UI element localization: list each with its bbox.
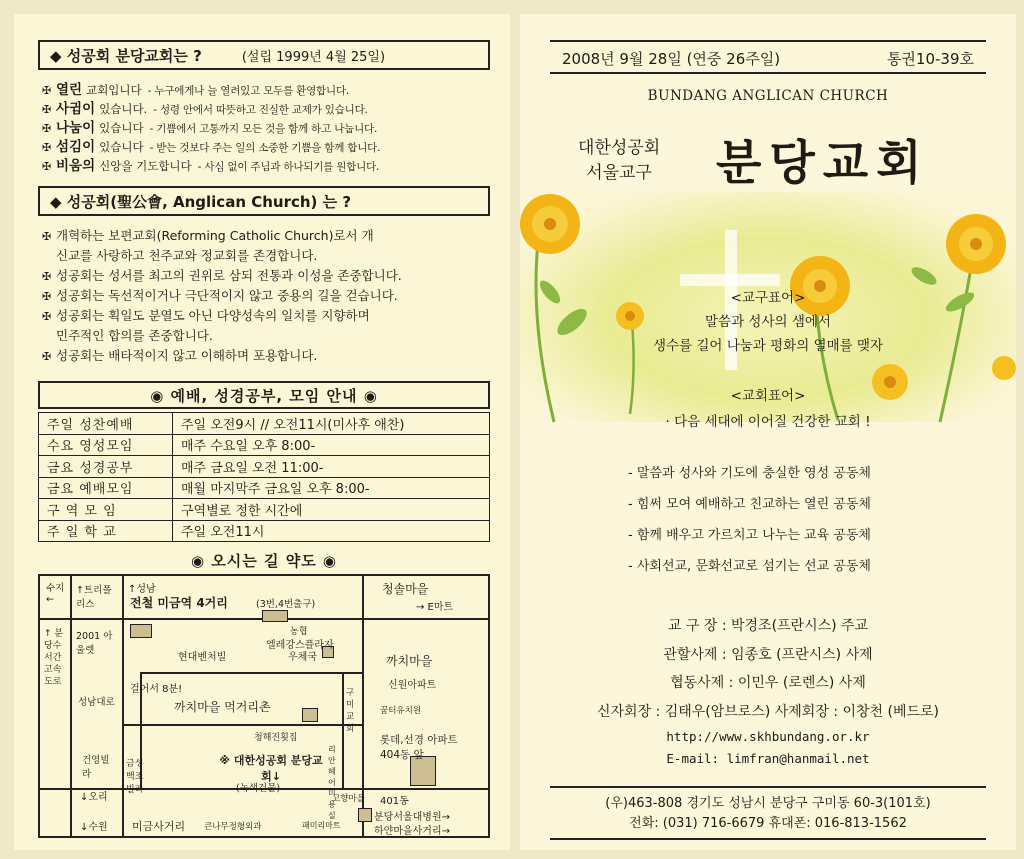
building-icon bbox=[358, 808, 372, 822]
church-motto-label: <교회표어> bbox=[730, 388, 806, 404]
staff-list bbox=[520, 615, 1016, 773]
list-item: - 사회선교, 문화선교로 섬기는 선교 공동체 bbox=[628, 559, 871, 574]
table-row: 주 일 학 교 주일 오전11시 bbox=[39, 520, 490, 542]
about-list bbox=[42, 78, 492, 173]
about-heading bbox=[38, 40, 490, 70]
left-panel bbox=[14, 14, 510, 850]
building-icon bbox=[302, 708, 318, 722]
issue-line bbox=[550, 48, 986, 69]
list-item: ✠ 섬김이 있습니다 - 받는 것보다 주는 일의 소중한 기쁨을 함께 합니다. bbox=[42, 139, 381, 155]
divider bbox=[550, 72, 986, 74]
schedule-heading: ◉ 예배, 성경공부, 모임 안내 ◉ bbox=[38, 381, 490, 409]
list-item: ✠ 성공회는 배타적이지 않고 이해하며 포용합니다. bbox=[42, 348, 318, 363]
table-row: 금요 성경공부 매주 금요일 오전 11:00- bbox=[39, 456, 490, 478]
bullet-icon: ✠ bbox=[42, 122, 52, 135]
bullet-icon: ✠ bbox=[42, 141, 52, 154]
diocese-motto-label: <교구표어> bbox=[730, 290, 806, 306]
list-item: 교 구 장 : 박경조(프란시스) 주교 bbox=[667, 618, 869, 634]
list-item: ✠ 비움의 신앙을 기도합니다 - 사심 없이 주님과 하나되기를 원합니다. bbox=[42, 158, 380, 174]
list-item: ✠ 개혁하는 보편교회(Reforming Catholic Church)로서 개 bbox=[42, 228, 374, 243]
table-row: 주일 성찬예배 주일 오전9시 // 오전11시(미사후 애찬) bbox=[39, 413, 490, 435]
bullet-icon: ✠ bbox=[42, 350, 52, 363]
issue-date: 2008년 9월 28일 (연중 26주일) bbox=[562, 50, 781, 68]
divider bbox=[550, 40, 986, 42]
bullet-icon: ✠ bbox=[42, 290, 52, 303]
church-name-english: BUNDANG ANGLICAN CHURCH bbox=[647, 88, 889, 104]
address-block bbox=[520, 794, 1016, 834]
website-url[interactable]: http://www.skhbundang.or.kr bbox=[666, 729, 870, 744]
list-item: 협동사제 : 이민우 (로렌스) 사제 bbox=[670, 675, 866, 691]
bullet-icon: ✠ bbox=[42, 230, 52, 243]
table-row: 수요 영성모임 매주 수요일 오후 8:00- bbox=[39, 434, 490, 456]
anglican-heading bbox=[38, 186, 490, 216]
map-heading: ◉ 오시는 길 약도 ◉ bbox=[190, 551, 337, 570]
list-item: - 함께 배우고 가르치고 나누는 교육 공동체 bbox=[628, 528, 871, 543]
map-road bbox=[122, 724, 362, 726]
diocese-motto-line2: 생수를 길어 나눔과 평화의 열매를 맺자 bbox=[652, 338, 884, 354]
bullet-icon: ✠ bbox=[42, 84, 52, 97]
bullet-icon: ✠ bbox=[42, 160, 52, 173]
bullet-icon: ✠ bbox=[42, 103, 52, 116]
list-item: ✠ 열린 교회입니다 - 누구에게나 늘 열려있고 모두를 환영합니다. bbox=[42, 82, 350, 98]
anglican-list bbox=[42, 226, 492, 366]
table-row: 금요 예배모임 매월 마지막주 금요일 오후 8:00- bbox=[39, 477, 490, 499]
list-item: 신자회장 : 김태우(암브로스) 사제회장 : 이창천 (베드로) bbox=[597, 703, 939, 720]
table-row: 구 역 모 임 구역별로 정한 시간에 bbox=[39, 499, 490, 521]
list-item: - 말씀과 성사와 기도에 충실한 영성 공동체 bbox=[628, 466, 871, 481]
diocese-motto-line1: 말씀과 성사의 샘에서 bbox=[705, 314, 831, 330]
phone-numbers: 전화: (031) 716-6679 휴대폰: 016-813-1562 bbox=[629, 816, 907, 831]
church-location-label: ※ 대한성공회 분당교회↓ bbox=[219, 754, 323, 783]
list-item: 관할사제 : 임종호 (프란시스) 사제 bbox=[663, 646, 873, 663]
list-item: ✠ 성공회는 독선적이거나 극단적이지 않고 중용의 길을 걷습니다. bbox=[42, 288, 398, 303]
list-item: ✠ 사귐이 있습니다. - 성령 안에서 따뜻하고 진실한 교제가 있습니다. bbox=[42, 101, 368, 117]
issue-number: 통권10-39호 bbox=[886, 50, 974, 68]
about-title: ◆ 성공회 분당교회는 ? bbox=[50, 46, 202, 65]
list-item: - 힘써 모여 예배하고 친교하는 열린 공동체 bbox=[628, 497, 871, 512]
founded-date: (설립 1999년 4월 25일) bbox=[241, 49, 386, 65]
building-icon bbox=[262, 610, 288, 622]
church-motto: · 다음 세대에 이어질 건강한 교회 ! bbox=[665, 414, 871, 430]
list-item: 민주적인 합의를 존중합니다. bbox=[56, 328, 213, 343]
bullet-icon: ✠ bbox=[42, 310, 52, 323]
postal-address: (우)463-808 경기도 성남시 분당구 구미동 60-3(101호) bbox=[605, 796, 931, 811]
map-road bbox=[342, 672, 344, 788]
bullet-icon: ✠ bbox=[42, 270, 52, 283]
divider bbox=[550, 786, 986, 788]
map-road bbox=[140, 672, 362, 674]
divider bbox=[550, 838, 986, 840]
diocese-name: 대한성공회 서울교구 bbox=[578, 138, 661, 183]
schedule-table bbox=[38, 412, 490, 542]
list-item: ✠ 나눔이 있습니다 - 기쁨에서 고통까지 모든 것을 함께 하고 나눕니다. bbox=[42, 120, 378, 136]
map-road bbox=[122, 576, 124, 838]
map-road bbox=[70, 576, 72, 838]
anglican-title: ◆ 성공회(聖公會, Anglican Church) 는 ? bbox=[50, 192, 352, 211]
directions-map: 수지← ↑트리폴리스 ↑성남 전철 미금역 4거리 (3번,4번출구) 청솔마을 → E마트 ↑ 분당수서간고속도로 2001 아울렛 현대벤처빌 농협 엘레강스플라자 우체국 걸어서 8분! 까치마을 신원아파트 성남대로 까치마을 먹거리촌 구미교회 꿈터유치원 청해진횟집 롯데,선경 아파트 404동 앞 건영빌라 금성백조빌라 ※ 대한성공회 분당교회↓ (녹색건물) 리안헤어미용실 고향마을 ↓오리 401동 ↓수원 미금사거리 큰나무정형외과 패미리마트 분당서울대병원→ 하얀마을사거리→ bbox=[38, 574, 490, 838]
building-icon bbox=[130, 624, 152, 638]
mission-list bbox=[628, 462, 871, 586]
list-item: ✠ 성공회는 획일도 분열도 아닌 다양성속의 일치를 지향하며 bbox=[42, 308, 370, 323]
email-address[interactable]: E-mail: limfran@hanmail.net bbox=[666, 751, 870, 766]
list-item: 신교를 사랑하고 천주교와 정교회를 존경합니다. bbox=[56, 248, 318, 263]
right-panel bbox=[520, 14, 1016, 850]
list-item: ✠ 성공회는 성서를 최고의 권위로 삼되 전통과 이성을 존중합니다. bbox=[42, 268, 402, 283]
church-name-korean: 분당교회 bbox=[716, 136, 930, 191]
